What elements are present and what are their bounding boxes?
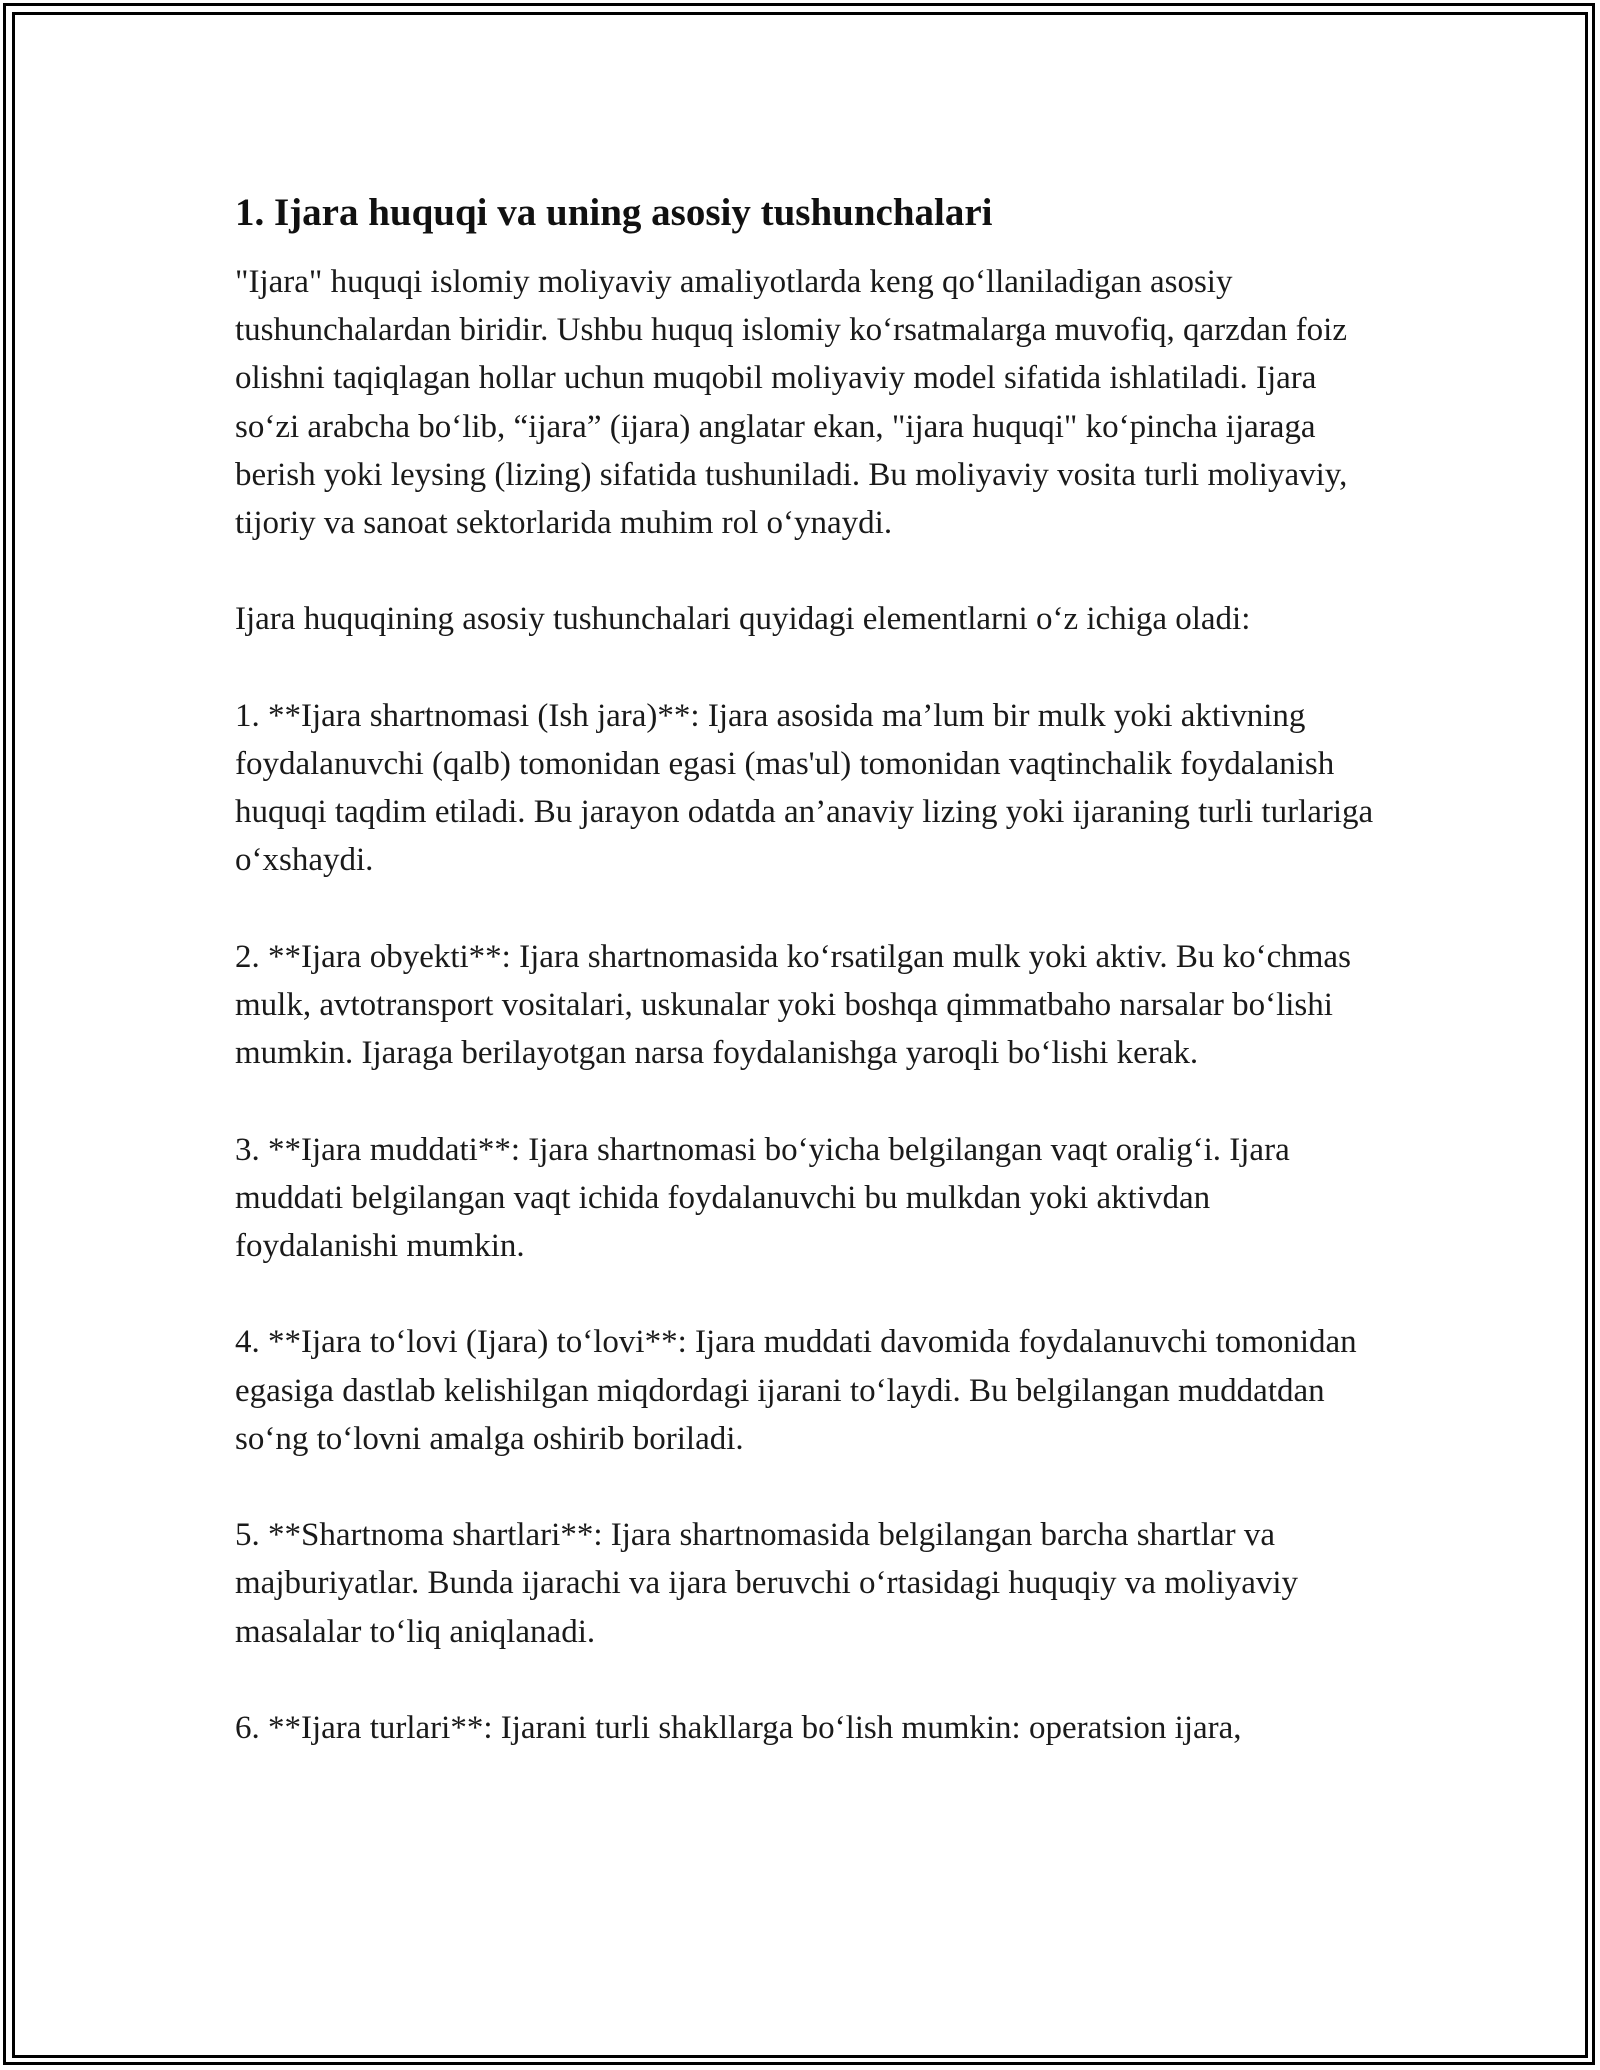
document-body (235, 186, 1375, 1800)
paragraph-concepts-lead: Ijara huquqining asosiy tushunchalari quyidagi elementlarni o‘z ichiga oladi: (235, 601, 1251, 638)
list-item-term: 3. **Ijara muddati**: Ijara shartnomasi bo‘yicha belgilangan vaqt oralig‘i. Ijara muddati belgilangan vaqt ichida foydalanuvchi bu mulkdan yoki aktivdan foydalanishi mumkin. (235, 1131, 1290, 1264)
list-item-contract: 1. **Ijara shartnomasi (Ish jara)**: Ijara asosida ma’lum bir mulk yoki aktivning foydalanuvchi (qalb) tomonidan egasi (mas'ul) tomonidan vaqtinchalik foydalanish huquqi taqdim etiladi. Bu jarayon odatda an’anaviy lizing yoki ijaraning turli turlariga o‘xshaydi. (235, 697, 1374, 879)
list-item-object: 2. **Ijara obyekti**: Ijara shartnomasida ko‘rsatilgan mulk yoki aktiv. Bu ko‘chmas mulk, avtotransport vositalari, uskunalar yoki boshqa qimmatbaho narsalar bo‘lishi mumkin. Ijaraga berilayotgan narsa foydalanishga yaroqli bo‘lishi kerak. (235, 938, 1351, 1072)
paragraph-intro: "Ijara" huquqi islomiy moliyaviy amaliyotlarda keng qo‘llaniladigan asosiy tushunchalardan biridir. Ushbu huquq islomiy ko‘rsatmalarga muvofiq, qarzdan foiz olishni taqiqlagan hollar uchun muqobil moliyaviy model sifatida ishlatiladi. Ijara so‘zi arabcha bo‘lib, “ijara” (ijara) anglatar ekan, "ijara huquqi" ko‘pincha ijaraga berish yoki leysing (lizing) sifatida tushuniladi. Bu moliyaviy vosita turli moliyaviy, tijoriy va sanoat sektorlarida muhim rol o‘ynaydi. (235, 264, 1348, 542)
list-item-types: 6. **Ijara turlari**: Ijarani turli shakllarga bo‘lish mumkin: operatsion ijara, (235, 1709, 1242, 1746)
page-title: 1. Ijara huquqi va uning asosiy tushunchalari (235, 191, 993, 234)
list-item-conditions: 5. **Shartnoma shartlari**: Ijara shartnomasida belgilangan barcha shartlar va majburiyatlar. Bunda ijarachi va ijara beruvchi o‘rtasidagi huquqiy va moliyaviy masalalar to‘liq aniqlanadi. (235, 1517, 1299, 1650)
list-item-payment: 4. **Ijara to‘lovi (Ijara) to‘lovi**: Ijara muddati davomida foydalanuvchi tomonidan egasiga dastlab kelishilgan miqdordagi ijarani to‘laydi. Bu belgilangan muddatdan so‘ng to‘lovni amalga oshirib boriladi. (235, 1324, 1357, 1457)
